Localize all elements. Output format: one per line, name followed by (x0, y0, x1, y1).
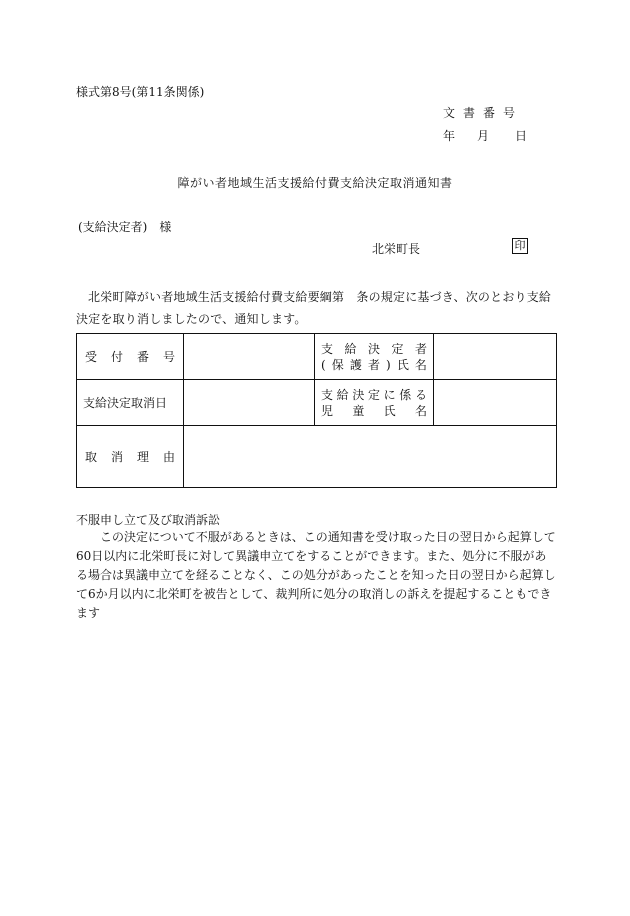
cancellation-reason-value-cell (184, 426, 557, 488)
label-char: に (383, 387, 396, 402)
notice-body-text: 北栄町障がい者地域生活支援給付費支給要綱第 条の規定に基づき、次のとおり支給決定を取り消しましたので、通知します。 (76, 290, 552, 326)
label-char: ) (386, 357, 391, 372)
appeal-notice (76, 528, 556, 623)
label-char: 付 (110, 350, 123, 364)
seal-mark: 印 (512, 238, 528, 254)
cancellation-date-label: 支給決定取消日 (83, 396, 168, 410)
recipient-line (78, 218, 171, 235)
cancellation-reason-label-cell (77, 426, 184, 488)
label-char: 決 (367, 341, 380, 356)
label-char: 支 (321, 341, 334, 356)
label-char: 係 (399, 387, 412, 402)
appeal-heading: 不服申し立て及び取消訴訟 (76, 513, 221, 527)
cancellation-date-label-cell (77, 380, 184, 426)
label-char: 護 (349, 357, 362, 372)
recipient-name-label: (支給決定者) (78, 220, 148, 234)
recipient-honorific: 様 (159, 220, 172, 234)
label-char: ( (321, 357, 326, 372)
label-char: 童 (352, 403, 365, 418)
label-char: 受 (85, 350, 98, 364)
label-char: 理 (136, 450, 149, 464)
label-char: 定 (391, 341, 404, 356)
table-row (77, 380, 557, 426)
document-title: 障がい者地域生活支援給付費支給決定取消通知書 (177, 176, 453, 190)
label-char: 支 (321, 387, 334, 402)
label-char: 児 (321, 403, 334, 418)
recipient-name-label-cell (315, 334, 434, 380)
label-char: 氏 (396, 357, 409, 372)
appeal-notice-text: この決定について不服があるときは、この通知書を受け取った日の翌日から起算して60日以内に北栄町長に対して異議申立てをすることができます。また、処分に不服がある場合は異議申立てを経ることなく、この処分があったことを知った日の翌日から起算して6か月以内に北栄町を被告として、裁判所に処分の取消しの訴えを提起することもできます (76, 530, 556, 620)
label-char: 決 (352, 387, 365, 402)
receipt-number-label-cell (77, 334, 184, 380)
label-char: 氏 (383, 403, 396, 418)
label-char: 取 (85, 450, 98, 464)
document-date (443, 127, 527, 144)
child-name-value-cell (434, 380, 557, 426)
receipt-number-value-cell (184, 334, 315, 380)
table-row (77, 426, 557, 488)
document-number-label: 文書番号 (443, 106, 524, 120)
label-char: 者 (414, 341, 427, 356)
form-number: 様式第8号(第11条関係) (76, 85, 205, 99)
issuer-name: 北栄町長 (372, 242, 421, 256)
label-char: 給 (344, 341, 357, 356)
label-char: 保 (331, 357, 344, 372)
label-char: る (414, 387, 427, 402)
cancellation-date-value-cell (184, 380, 315, 426)
notice-details-table (76, 333, 557, 488)
label-char: 者 (367, 357, 380, 372)
label-char: 給 (336, 387, 349, 402)
table-row (77, 334, 557, 380)
label-char: 号 (162, 350, 175, 364)
label-char: 由 (162, 450, 175, 464)
label-char: 番 (136, 350, 149, 364)
notice-body (76, 286, 556, 330)
label-char: 消 (110, 450, 123, 464)
date-month-label: 月 (477, 129, 490, 143)
label-char: 名 (414, 403, 427, 418)
date-day-label: 日 (515, 129, 528, 143)
date-year-label: 年 (443, 129, 456, 143)
child-name-label-cell (315, 380, 434, 426)
recipient-name-value-cell (434, 334, 557, 380)
label-char: 定 (367, 387, 380, 402)
label-char: 名 (414, 357, 427, 372)
